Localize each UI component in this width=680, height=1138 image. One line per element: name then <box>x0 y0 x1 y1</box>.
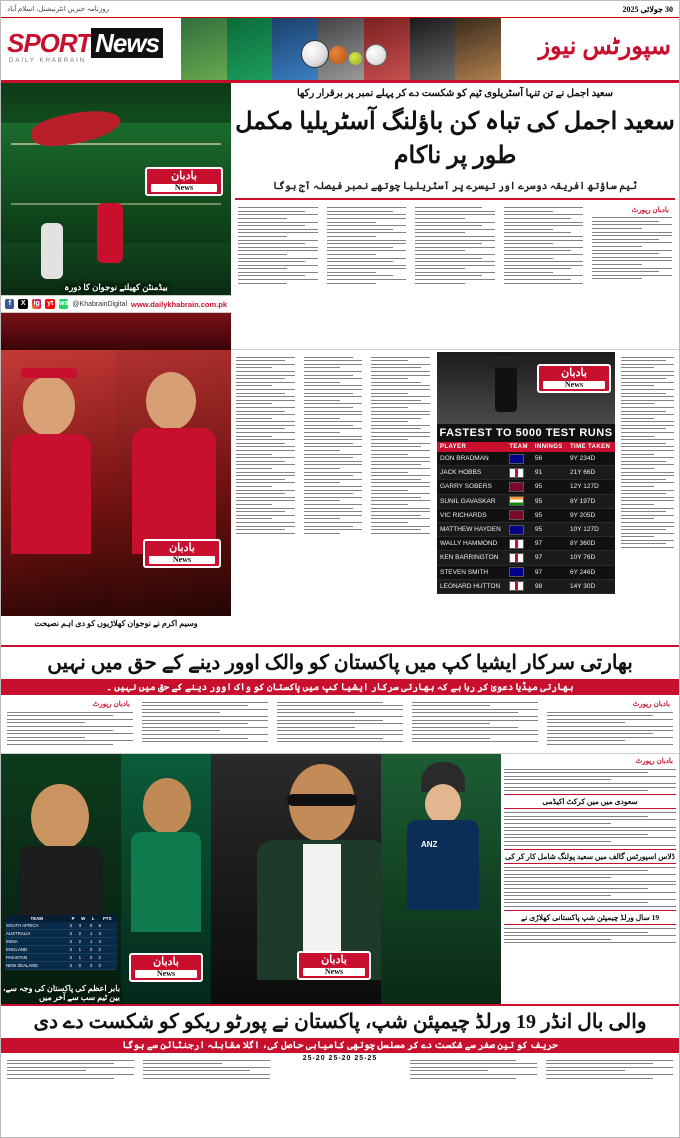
masthead-urdu-title: سپورٹس نیوز <box>538 34 671 60</box>
cell-player: MATTHEW HAYDEN <box>437 522 506 536</box>
x-icon[interactable]: X <box>18 299 27 309</box>
mini-cell: 1 <box>89 938 98 946</box>
cell-player: DON BRADMAN <box>437 452 506 466</box>
cell-innings: 95 <box>532 494 567 508</box>
lead-subhead: ٹیم ساؤتھ افریقہ دوسرے اور تیسرے پر آسٹریلیا چوتھے نمبر فیصلہ آج ہوگا <box>273 181 637 193</box>
top-photo-block <box>1 83 231 349</box>
rizwan-photo <box>121 754 211 1004</box>
mid-headline: بھارتی سرکار ایشیا کپ میں پاکستان کو والک اوور دینے کے حق میں نہیں <box>47 652 633 674</box>
masthead-photo-strip <box>181 18 501 80</box>
mini-cell: INDIA <box>5 938 68 946</box>
youtube-icon[interactable]: yt <box>47 300 54 307</box>
badban-title: بادبان <box>321 954 347 967</box>
cell-team <box>506 452 532 466</box>
badban-title: بادبان <box>153 956 179 969</box>
logo-subtitle: DAILY KHABRAIN <box>9 58 87 64</box>
column-head: بادبان رپورٹ <box>632 701 670 708</box>
cell-time: 8Y 197D <box>567 494 615 508</box>
middle-section <box>1 349 679 645</box>
text-column <box>301 352 366 643</box>
basketball-icon <box>329 46 347 64</box>
hafeez-photo <box>1 754 121 1004</box>
col-team: TEAM <box>506 442 532 452</box>
table-row <box>437 452 615 466</box>
column-head: بادبان رپورٹ <box>92 701 130 708</box>
fastest-5000-card <box>437 352 615 643</box>
logo-news-text: News <box>91 28 163 58</box>
mini-cell: 4 <box>98 938 117 946</box>
cell-player: VIC RICHARDS <box>437 508 506 522</box>
masthead-logo <box>7 28 163 59</box>
badban-title: بادبان <box>561 367 587 379</box>
flag-icon <box>509 510 524 520</box>
badban-title: بادبان <box>171 170 197 182</box>
top-info-bar <box>1 1 679 18</box>
mid-column <box>274 697 406 751</box>
lead-column <box>589 203 675 323</box>
top-section <box>1 83 679 349</box>
flag-icon <box>509 539 524 549</box>
badban-watermark-2 <box>143 539 221 568</box>
sania-caption: وسیم اکرم نے نوجوان کھلاڑیوں کو دی اہم نصیحت <box>34 619 198 628</box>
cell-time: 10Y 76D <box>567 551 615 565</box>
cell-time: 9Y 234D <box>567 452 615 466</box>
flag-icon <box>509 496 524 506</box>
mini-cell: 2 <box>89 946 98 954</box>
badban-sub: News <box>149 556 215 564</box>
football-icon <box>301 40 329 68</box>
cell-player: GARRY SOBERS <box>437 480 506 494</box>
mini-cell: 0 <box>98 962 117 970</box>
table-row <box>5 962 117 970</box>
stats-title: FASTEST TO 5000 TEST RUNS <box>437 424 615 442</box>
stats-table-wrap <box>437 424 615 594</box>
social-bar <box>1 295 231 313</box>
mini-cell: 3 <box>68 938 77 946</box>
table-row <box>437 466 615 480</box>
mid-column <box>4 697 136 751</box>
table-row <box>5 922 117 930</box>
cell-time: 12Y 127D <box>567 480 615 494</box>
bottom-headline: والی بال انڈر 19 ورلڈ چیمپئن شپ، پاکستان نے پورٹو ریکو کو شکست دے دی <box>33 1011 647 1033</box>
right-item-2: ڈلاس اسپورٹس گالف میں سعید پولنگ شامل کار کر کی <box>504 849 676 864</box>
cell-team <box>506 579 532 593</box>
mini-cell: 0 <box>89 922 98 930</box>
mini-cell: 1 <box>78 946 89 954</box>
lead-kicker: سعید اجمل نے تن تنہا آسٹریلوی ٹیم کو شکست دے کر پہلے نمبر پر برقرار رکھا <box>296 88 614 99</box>
mini-cell: 3 <box>68 930 77 938</box>
flag-icon <box>509 454 524 464</box>
table-header-row <box>5 915 117 922</box>
mini-cell: PAKISTAN <box>5 954 68 962</box>
bottom-column <box>407 1055 540 1083</box>
mini-cell: 3 <box>68 922 77 930</box>
mini-table <box>5 915 117 970</box>
gallery-caption-line2: بین ٹیم سب سے آخر میں <box>38 993 120 1002</box>
mid-banner <box>1 645 679 680</box>
issue-date: 30 جولائی 2025 <box>622 4 673 14</box>
score-2: 25-20 <box>328 1055 352 1062</box>
anz-player-photo: ANZ <box>381 754 501 1004</box>
photo-gallery <box>1 754 501 1004</box>
mini-cell: 2 <box>78 938 89 946</box>
mini-cell: 2 <box>98 946 117 954</box>
gallery-right-column <box>501 754 679 1004</box>
cell-player: LEONARD HUTTON <box>437 579 506 593</box>
badban-sub: News <box>135 970 197 978</box>
flag-icon <box>509 567 524 577</box>
facebook-icon[interactable]: f <box>5 299 14 309</box>
masthead <box>1 18 679 83</box>
table-row <box>437 508 615 522</box>
mini-cell: NEW ZEALAND <box>5 962 68 970</box>
right-narrow-column <box>618 352 677 643</box>
mid-columns <box>1 695 679 753</box>
table-row <box>5 946 117 954</box>
lead-headline: سعید اجمل کی تباہ کن باؤلنگ آسٹریلیا مکمل طور پر ناکام <box>235 108 675 170</box>
mini-col: PTS <box>98 915 117 922</box>
bottom-subbanner: حریف کو تین صفر سے شکست دے کر مسلسل چوتھی کامیابی حاصل کی، اگلا مقابلہ ارجنٹائن سے ہوگا <box>1 1038 679 1053</box>
cell-player: WALLY HAMMOND <box>437 537 506 551</box>
lead-column <box>235 203 321 323</box>
cell-team <box>506 466 532 480</box>
flag-icon <box>509 553 524 563</box>
badban-sub: News <box>303 968 365 976</box>
masthead-photo <box>227 18 273 80</box>
badban-watermark-5 <box>297 951 371 980</box>
score-line <box>276 1055 403 1062</box>
cell-innings: 91 <box>532 466 567 480</box>
mini-col: W <box>78 915 89 922</box>
bottom-column <box>543 1055 676 1083</box>
bottom-column <box>4 1055 137 1083</box>
table-row <box>437 480 615 494</box>
cell-time: 10Y 127D <box>567 522 615 536</box>
badban-watermark-3 <box>537 364 611 393</box>
mid-subbanner: بھارتی میڈیا دعویٰ کر رہا ہے کہ بھارتی سرکار ایشیا کپ میں پاکستان کو واک اوور دینے کے حق میں نہیں ۔ <box>1 680 679 695</box>
table-row <box>437 579 615 593</box>
cell-time: 14Y 30D <box>567 579 615 593</box>
table-row <box>437 522 615 536</box>
flag-icon <box>509 525 524 535</box>
col-player: PLAYER <box>437 442 506 452</box>
table-row <box>437 537 615 551</box>
col-innings: INNINGS <box>532 442 567 452</box>
sania-photo-block <box>1 350 231 645</box>
volleyball-icon <box>365 44 387 66</box>
cell-team <box>506 537 532 551</box>
points-table-mini <box>5 915 117 970</box>
cell-innings: 97 <box>532 551 567 565</box>
mid-column <box>139 697 271 751</box>
mini-col: L <box>89 915 98 922</box>
sania-photo-top <box>1 313 231 350</box>
website-url[interactable]: www.dailykhabrain.com.pk <box>131 299 227 309</box>
lead-column <box>324 203 410 323</box>
badban-watermark <box>145 167 223 196</box>
table-row <box>5 930 117 938</box>
cell-innings: 95 <box>532 508 567 522</box>
mini-cell: SOUTH AFRICA <box>5 922 68 930</box>
table-row <box>5 938 117 946</box>
masthead-photo <box>181 18 227 80</box>
lead-story <box>231 83 679 349</box>
cell-time: 6Y 246D <box>567 565 615 579</box>
mini-cell: 0 <box>78 962 89 970</box>
mini-cell: AUSTRALIA <box>5 930 68 938</box>
lead-columns <box>235 203 675 323</box>
stats-area <box>435 350 679 645</box>
whatsapp-icon[interactable]: wa <box>59 300 69 307</box>
gallery-section <box>1 753 679 1004</box>
cell-player: STEVEN SMITH <box>437 565 506 579</box>
sania-photo-1 <box>1 350 116 616</box>
column-head: بادبان رپورٹ <box>635 758 673 765</box>
lead-column <box>501 203 587 323</box>
table-row <box>437 551 615 565</box>
badban-title: بادبان <box>169 542 195 555</box>
mid-column <box>409 697 541 751</box>
mini-cell: ENGLAND <box>5 946 68 954</box>
flag-icon <box>509 581 524 591</box>
cell-innings: 97 <box>532 565 567 579</box>
badminton-photo <box>1 83 231 295</box>
cell-team <box>506 480 532 494</box>
cell-time: 21Y 66D <box>567 466 615 480</box>
middle-text-columns <box>231 350 435 645</box>
table-row <box>437 565 615 579</box>
mini-cell: 2 <box>78 930 89 938</box>
stats-header-row <box>437 442 615 452</box>
table-row <box>5 954 117 962</box>
table-row <box>437 494 615 508</box>
instagram-icon[interactable]: ig <box>33 300 40 307</box>
cell-innings: 97 <box>532 537 567 551</box>
stats-card-photo <box>437 352 615 424</box>
bottom-banner <box>1 1004 679 1038</box>
cell-player: KEN BARRINGTON <box>437 551 506 565</box>
mini-cell: 3 <box>68 946 77 954</box>
badban-sub: News <box>543 381 605 389</box>
cell-player: SUNIL GAVASKAR <box>437 494 506 508</box>
badban-watermark-4 <box>129 953 203 982</box>
score-1: 25-20 <box>302 1055 326 1062</box>
tennis-ball-icon <box>349 52 362 65</box>
right-item-1: سعودی میں میں کرکٹ اکیڈمی <box>504 794 676 809</box>
cell-team <box>506 508 532 522</box>
score-3: 25-25 <box>354 1055 378 1062</box>
stats-table <box>437 442 615 594</box>
flag-icon <box>509 468 524 478</box>
cell-time: 8Y 360D <box>567 537 615 551</box>
cell-innings: 98 <box>532 579 567 593</box>
mini-col: P <box>68 915 77 922</box>
text-column <box>233 352 298 643</box>
flag-icon <box>509 482 524 492</box>
sania-photos <box>1 350 231 616</box>
cell-team <box>506 565 532 579</box>
cell-team <box>506 494 532 508</box>
cell-player: JACK HOBBS <box>437 466 506 480</box>
cell-team <box>506 551 532 565</box>
logo-sport-text: SPORT <box>7 28 92 58</box>
social-handle[interactable]: @KhabrainDigital <box>72 300 127 308</box>
photo-caption: بیڈمنٹن کھیلتے نوجوان کا دورہ <box>64 282 168 292</box>
publication-line: روزنامہ خبریں انٹرنیشنل، اسلام آباد <box>7 5 109 13</box>
bottom-column <box>140 1055 273 1083</box>
text-column <box>368 352 433 643</box>
cell-innings: 95 <box>532 522 567 536</box>
bottom-scores <box>276 1055 403 1083</box>
mini-cell: 6 <box>98 922 117 930</box>
mini-cell: 3 <box>89 962 98 970</box>
mini-cell: 2 <box>98 954 117 962</box>
mini-cell: 3 <box>68 954 77 962</box>
bottom-columns <box>1 1053 679 1085</box>
cell-time: 9Y 205D <box>567 508 615 522</box>
mini-cell: 3 <box>78 922 89 930</box>
masthead-photo <box>410 18 456 80</box>
mini-cell: 3 <box>68 962 77 970</box>
mini-cell: 1 <box>89 930 98 938</box>
cell-innings: 56 <box>532 452 567 466</box>
masthead-photo <box>455 18 501 80</box>
mid-column <box>544 697 676 751</box>
mini-col: TEAM <box>5 915 68 922</box>
cell-innings: 95 <box>532 480 567 494</box>
sania-photo-2 <box>116 350 231 616</box>
column-head: بادبان رپورٹ <box>631 206 669 214</box>
cell-team <box>506 522 532 536</box>
gallery-caption <box>3 984 120 1002</box>
badban-sub: News <box>151 184 217 192</box>
col-time: TIME TAKEN <box>567 442 615 452</box>
mini-cell: 4 <box>98 930 117 938</box>
lead-column <box>412 203 498 323</box>
right-item-3: 19 سال ورلڈ چیمپئن شپ پاکستانی کھلاڑی نے <box>504 910 676 925</box>
mini-cell: 1 <box>78 954 89 962</box>
gallery-caption-line1: بابر اعظم کی پاکستان کی وجہ سے، <box>3 984 120 993</box>
mini-cell: 2 <box>89 954 98 962</box>
babar-photo <box>211 754 381 1004</box>
